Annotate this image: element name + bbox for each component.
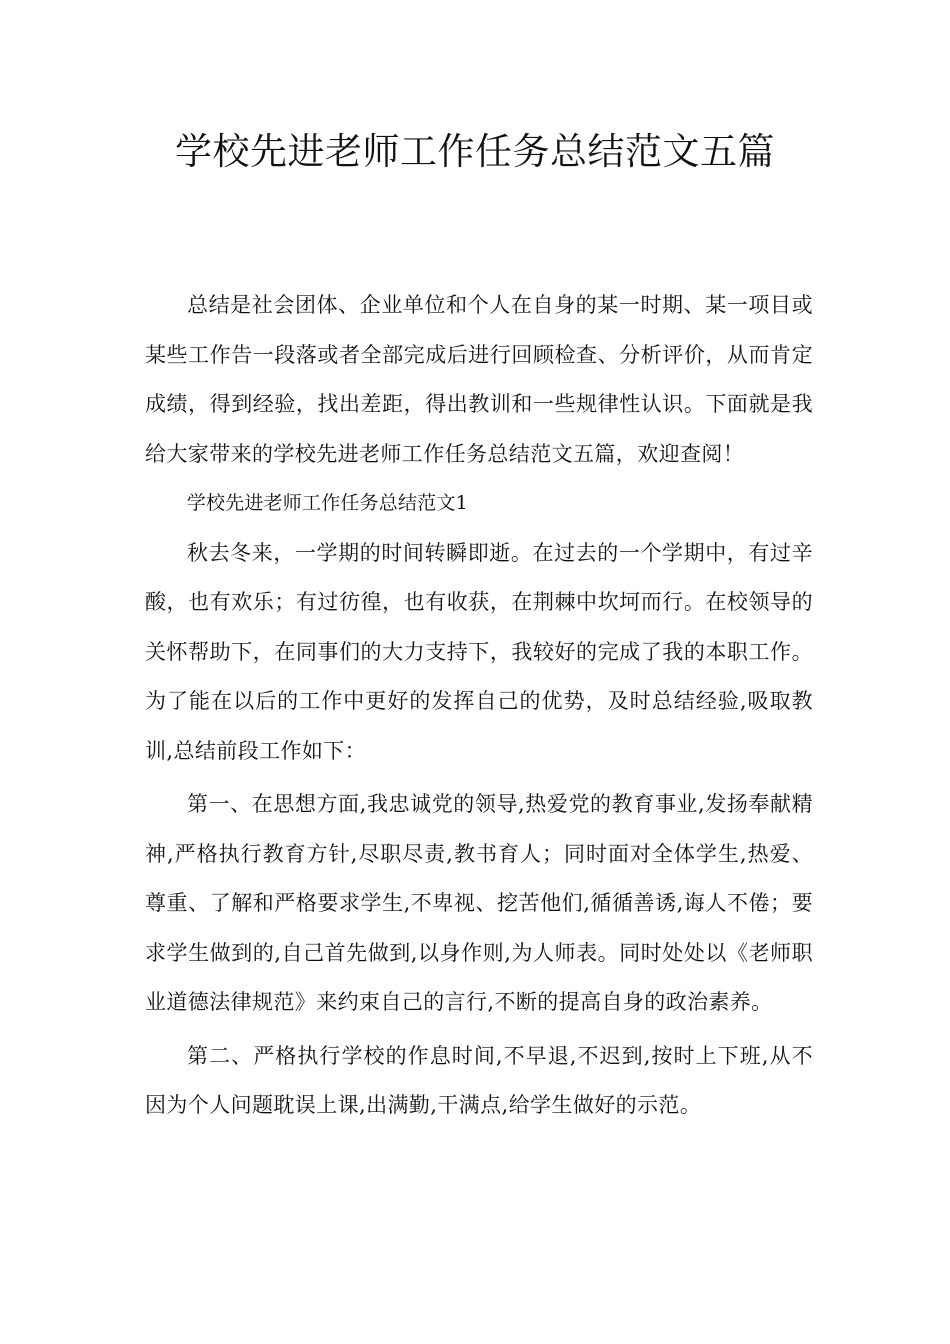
intro-paragraph: 总结是社会团体、企业单位和个人在自身的某一时期、某一项目或某些工作告一段落或者全部完成后进行回顾检查、分析评价，从而肯定成绩，得到经验，找出差距，得出教训和一些规律性认识。下面就是我给大家带来的学校先进老师工作任务总结范文五篇，欢迎查阅！ (145, 293, 813, 466)
section-heading: 学校先进老师工作任务总结范文1 (186, 492, 468, 514)
body-paragraph-1: 秋去冬来，一学期的时间转瞬即逝。在过去的一个学期中，有过辛酸，也有欢乐；有过彷徨，也有收获，在荆棘中坎坷而行。在校领导的关怀帮助下，在同事们的大力支持下，我较好的完成了我的本职工作。为了能在以后的工作中更好的发挥自己的优势，及时总结经验,吸取教训,总结前段工作如下： (145, 540, 813, 763)
document-title: 学校先进老师工作任务总结范文五篇 (175, 130, 775, 173)
body-paragraph-3: 第二、严格执行学校的作息时间,不早退,不迟到,按时上下班,从不因为个人问题耽误上课,出满勤,干满点,给学生做好的示范。 (145, 1043, 813, 1117)
document-body (145, 281, 813, 1131)
body-paragraph-2: 第一、在思想方面,我忠诚党的领导,热爱党的教育事业,发扬奉献精神,严格执行教育方针,尽职尽责,教书育人；同时面对全体学生,热爱、尊重、了解和严格要求学生,不卑视、挖苦他们,循循善诱,诲人不倦；要求学生做到的,自己首先做到,以身作则,为人师表。同时处处以《老师职业道德法律规范》来约束自己的言行,不断的提高自身的政治素养。 (145, 792, 813, 1014)
